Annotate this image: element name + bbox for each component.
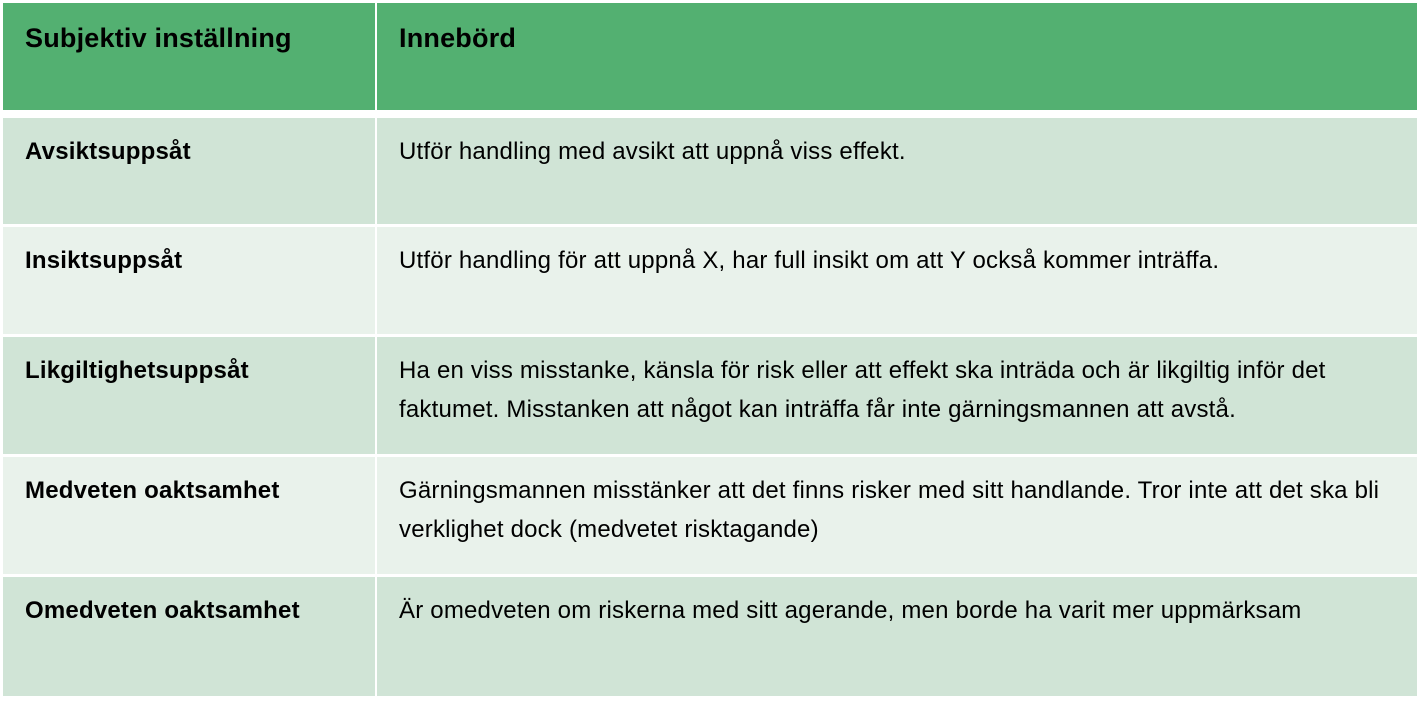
table-row — [3, 577, 1417, 696]
meaning-cell: Gärningsmannen misstänker att det finns risker med sitt handlande. Tror inte att det ska bli verklighet dock (medvetet risktagande) — [377, 457, 1417, 574]
term-cell: Insiktsuppsåt — [3, 227, 375, 334]
header-cell-attitude: Subjektiv inställning — [3, 3, 375, 110]
meaning-cell: Är omedveten om riskerna med sitt agerande, men borde ha varit mer uppmärksam — [377, 577, 1417, 696]
term-cell: Likgiltighetsuppsåt — [3, 337, 375, 454]
meaning-cell: Ha en viss misstanke, känsla för risk eller att effekt ska inträda och är likgiltig inför det faktumet. Misstanken att något kan inträffa får inte gärningsmannen att avstå. — [377, 337, 1417, 454]
table-row — [3, 457, 1417, 574]
header-cell-meaning: Innebörd — [377, 3, 1417, 110]
table-row — [3, 118, 1417, 224]
meaning-cell: Utför handling med avsikt att uppnå viss effekt. — [377, 118, 1417, 224]
term-cell: Avsiktsuppsåt — [3, 118, 375, 224]
table-row — [3, 227, 1417, 334]
table-header-row — [3, 3, 1417, 110]
term-cell: Omedveten oaktsamhet — [3, 577, 375, 696]
table-row — [3, 337, 1417, 454]
meaning-cell: Utför handling för att uppnå X, har full insikt om att Y också kommer inträffa. — [377, 227, 1417, 334]
definitions-table — [3, 3, 1417, 699]
term-cell: Medveten oaktsamhet — [3, 457, 375, 574]
